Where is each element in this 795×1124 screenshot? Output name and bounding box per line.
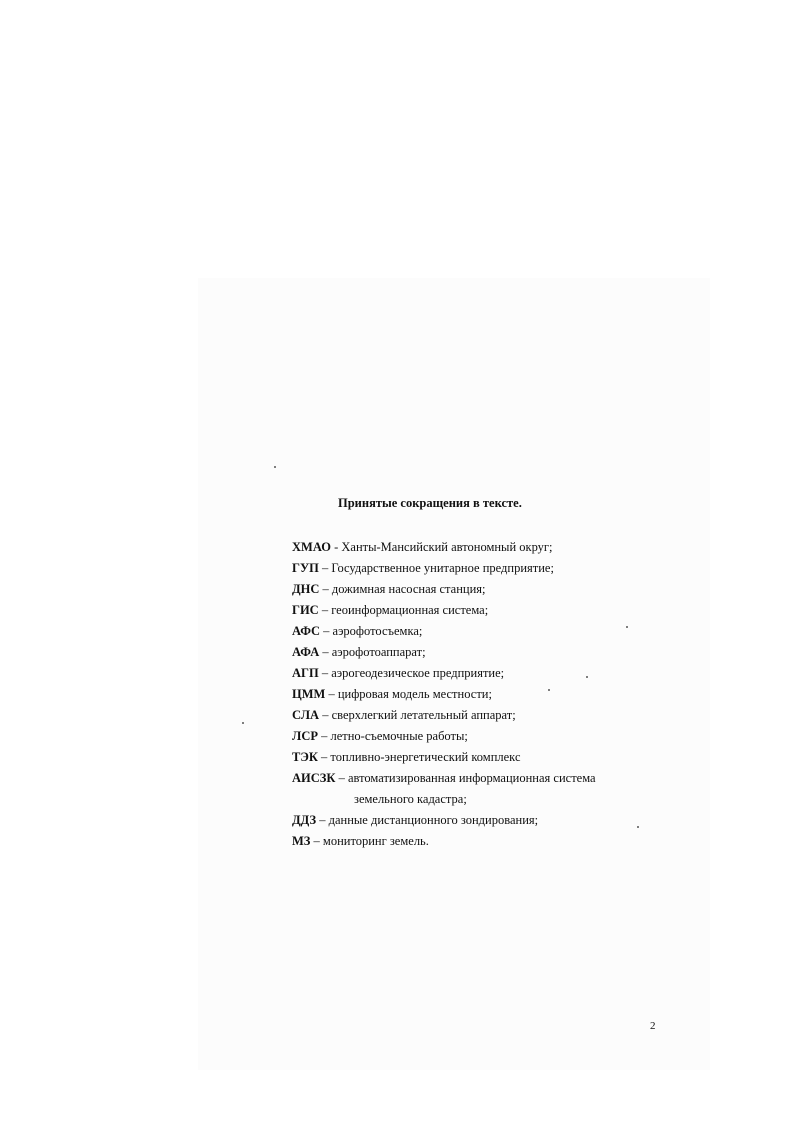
abbreviation-definition: летно-съемочные работы; [330, 729, 468, 743]
abbreviation-term: ГУП [292, 561, 319, 575]
abbreviation-separator: – [319, 582, 332, 596]
abbreviation-separator: – [325, 687, 338, 701]
abbreviation-item [292, 621, 692, 642]
abbreviation-list [292, 537, 692, 852]
scan-speck [242, 722, 244, 724]
abbreviation-item [292, 537, 692, 558]
abbreviation-item [292, 831, 692, 852]
abbreviation-definition: цифровая модель местности; [337, 687, 492, 701]
abbreviation-definition: автоматизированная информационная система [347, 771, 596, 785]
abbreviation-item [292, 579, 692, 600]
abbreviation-separator: – [316, 813, 329, 827]
abbreviation-separator: – [319, 708, 332, 722]
abbreviation-term: СЛА [292, 708, 320, 722]
abbreviation-definition: мониторинг земель. [322, 834, 429, 848]
scan-speck [586, 676, 588, 678]
abbreviation-term: ХМАО [292, 540, 331, 554]
abbreviation-separator: - [330, 540, 342, 554]
abbreviation-term: ГИС [292, 603, 319, 617]
page-heading: Принятые сокращения в тексте. [338, 496, 522, 510]
abbreviation-separator: – [335, 771, 348, 785]
abbreviation-item [292, 558, 692, 579]
abbreviation-definition: данные дистанционного зондирования; [328, 813, 539, 827]
abbreviation-definition: Ханты-Мансийский автономный округ; [341, 540, 553, 554]
abbreviation-definition: топливно-энергетический комплекс [330, 750, 521, 764]
abbreviation-item [292, 810, 692, 831]
abbreviation-item [292, 642, 692, 663]
abbreviation-item [292, 663, 692, 684]
scan-speck [637, 826, 639, 828]
abbreviation-term: ЦММ [292, 687, 326, 701]
abbreviation-continuation [292, 789, 692, 810]
abbreviation-separator: – [318, 561, 332, 575]
abbreviation-term: АИСЗК [292, 771, 336, 785]
abbreviation-item [292, 768, 692, 789]
abbreviation-term: АГП [292, 666, 319, 680]
abbreviation-separator: – [310, 834, 323, 848]
abbreviation-separator: – [317, 729, 331, 743]
abbreviation-definition: земельного кадастра; [354, 792, 467, 806]
abbreviation-item [292, 747, 692, 768]
abbreviation-item [292, 684, 692, 705]
abbreviation-separator: – [320, 624, 333, 638]
abbreviation-term: АФС [292, 624, 321, 638]
abbreviation-term: ДДЗ [292, 813, 317, 827]
abbreviation-definition: аэрофотоаппарат; [331, 645, 426, 659]
scan-speck [274, 466, 276, 468]
abbreviation-term: МЗ [292, 834, 311, 848]
abbreviation-term: ТЭК [292, 750, 318, 764]
abbreviation-separator: – [318, 666, 332, 680]
abbreviation-definition: дожимная насосная станция; [331, 582, 486, 596]
abbreviation-term: ДНС [292, 582, 320, 596]
abbreviation-definition: аэрогеодезическое предприятие; [331, 666, 505, 680]
abbreviation-item [292, 705, 692, 726]
page-number: 2 [650, 1020, 656, 1032]
abbreviation-definition: аэрофотосъемка; [332, 624, 423, 638]
abbreviation-item [292, 600, 692, 621]
abbreviation-separator: – [318, 603, 332, 617]
abbreviation-definition: сверхлегкий летательный аппарат; [331, 708, 516, 722]
abbreviation-separator: – [319, 645, 332, 659]
abbreviation-term: ЛСР [292, 729, 318, 743]
abbreviation-item [292, 726, 692, 747]
abbreviation-term: АФА [292, 645, 320, 659]
scan-speck [626, 626, 628, 628]
scan-speck [548, 689, 550, 691]
abbreviation-definition: геоинформационная система; [331, 603, 489, 617]
abbreviation-definition: Государственное унитарное предприятие; [331, 561, 554, 575]
abbreviation-separator: – [317, 750, 331, 764]
